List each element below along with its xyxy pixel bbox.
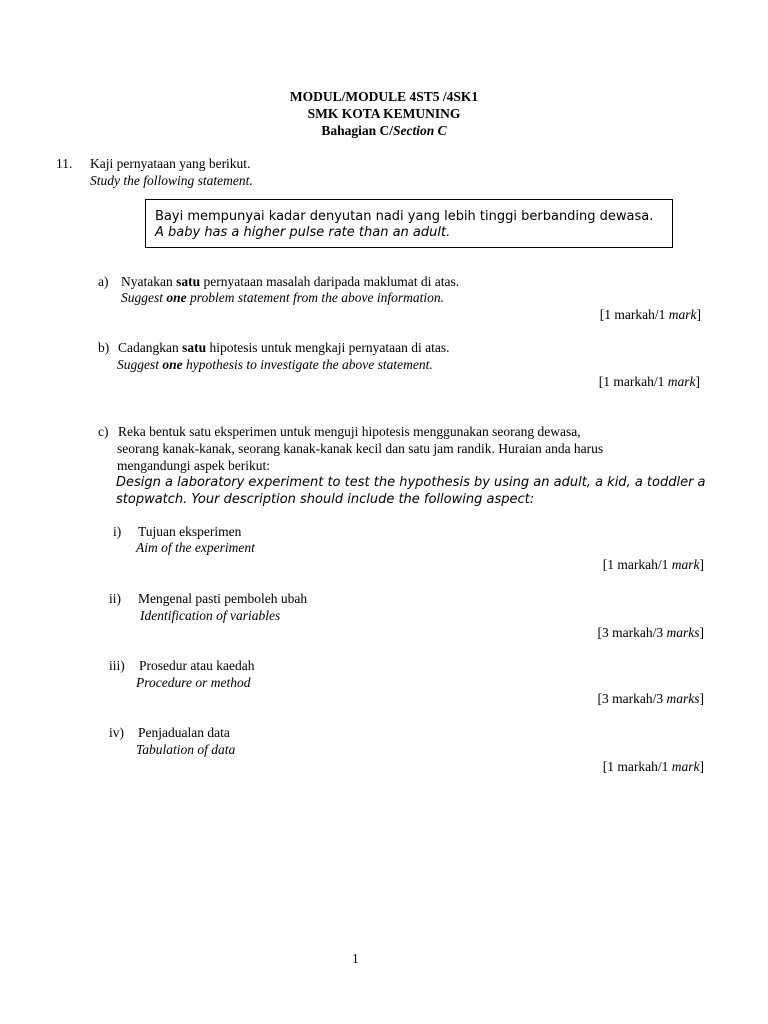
question-number: 11. bbox=[56, 156, 73, 171]
part-a-ms-bold: satu bbox=[176, 274, 201, 289]
item-iii-marks-post: ] bbox=[699, 691, 704, 706]
item-i-ms: Tujuan eksperimen bbox=[138, 524, 242, 539]
part-c-ms-line1: Reka bentuk satu eksperimen untuk menguji hipotesis menggunakan seorang dewasa, bbox=[118, 424, 581, 439]
part-b-marks-post: ] bbox=[695, 374, 700, 389]
part-c-ms-line2: seorang kanak-kanak, seorang kanak-kanak kecil dan satu jam randik. Huraian anda harus bbox=[117, 441, 604, 456]
item-ii-marks-post: ] bbox=[699, 625, 704, 640]
part-b-ms-bold: satu bbox=[182, 340, 207, 355]
item-i-marks-pre: [1 markah/1 bbox=[602, 557, 672, 572]
part-c-ms-line3: mengandungi aspek berikut: bbox=[117, 458, 270, 473]
part-a-ms-pre: Nyatakan bbox=[121, 274, 177, 289]
part-c-en-line1: Design a laboratory experiment to test the hypothesis by using an adult, a kid, a toddler a bbox=[116, 475, 706, 490]
module-title: MODUL/MODULE 4ST5 /4SK1 bbox=[289, 89, 479, 104]
part-b-en bbox=[117, 356, 433, 373]
section-title-prefix: Bahagian C/ bbox=[321, 123, 393, 138]
item-iii-en: Procedure or method bbox=[136, 675, 251, 690]
part-b-marks bbox=[599, 373, 700, 390]
part-b-marks-it: mark bbox=[667, 374, 696, 389]
item-iv-ms: Penjadualan data bbox=[138, 725, 230, 740]
item-iii-label: iii) bbox=[109, 658, 125, 673]
part-b-marks-pre: [1 markah/1 bbox=[598, 374, 668, 389]
item-ii-ms: Mengenal pasti pemboleh ubah bbox=[138, 591, 308, 606]
part-a-marks-pre: [1 markah/1 bbox=[599, 307, 669, 322]
part-a-marks-post: ] bbox=[696, 307, 701, 322]
item-iii-marks-pre: [3 markah/3 bbox=[597, 691, 667, 706]
item-ii-marks bbox=[598, 624, 704, 641]
part-b-en-pre: Suggest bbox=[117, 357, 163, 372]
part-b-en-bold: one bbox=[162, 357, 183, 372]
part-b-en-post: hypothesis to investigate the above statement. bbox=[182, 357, 433, 372]
item-i-marks bbox=[603, 556, 704, 573]
part-a-en-post: problem statement from the above information. bbox=[186, 290, 444, 305]
part-a-en bbox=[121, 289, 444, 306]
part-b-ms-pre: Cadangkan bbox=[118, 340, 183, 355]
page-number: 1 bbox=[352, 951, 359, 966]
item-i-marks-it: mark bbox=[671, 557, 700, 572]
item-iv-en: Tabulation of data bbox=[136, 742, 236, 757]
item-iii-marks bbox=[598, 690, 704, 707]
item-iv-label: iv) bbox=[109, 725, 124, 740]
part-c-label: c) bbox=[98, 424, 109, 439]
item-i-label: i) bbox=[113, 524, 122, 539]
item-iii-ms: Prosedur atau kaedah bbox=[139, 658, 255, 673]
item-iv-marks-pre: [1 markah/1 bbox=[602, 759, 672, 774]
item-iv-marks bbox=[603, 758, 704, 775]
question-intro-ms: Kaji pernyataan yang berikut. bbox=[90, 156, 251, 171]
item-iii-marks-it: marks bbox=[666, 691, 700, 706]
part-a-en-bold: one bbox=[166, 290, 187, 305]
item-i-marks-post: ] bbox=[699, 557, 704, 572]
item-ii-marks-it: marks bbox=[666, 625, 700, 640]
part-b-ms bbox=[118, 339, 449, 356]
part-c-en-line2: stopwatch. Your description should include the following aspect: bbox=[116, 492, 535, 507]
part-a-marks bbox=[600, 306, 701, 323]
school-name: SMK KOTA KEMUNING bbox=[307, 106, 461, 121]
question-intro-en: Study the following statement. bbox=[90, 173, 253, 188]
part-a-ms-post: pernyataan masalah daripada maklumat di atas. bbox=[200, 274, 460, 289]
section-title bbox=[0, 122, 768, 139]
part-a-en-pre: Suggest bbox=[121, 290, 167, 305]
item-i-en: Aim of the experiment bbox=[136, 540, 255, 555]
part-a-label: a) bbox=[98, 274, 109, 289]
item-ii-marks-pre: [3 markah/3 bbox=[597, 625, 667, 640]
section-title-italic: Section C bbox=[393, 123, 447, 138]
part-b-ms-post: hipotesis untuk mengkaji pernyataan di atas. bbox=[206, 340, 450, 355]
part-a-ms bbox=[121, 273, 459, 290]
statement-ms: Bayi mempunyai kadar denyutan nadi yang lebih tinggi berbanding dewasa. bbox=[155, 209, 654, 224]
part-b-label: b) bbox=[98, 340, 110, 355]
statement-en: A baby has a higher pulse rate than an adult. bbox=[155, 225, 451, 240]
part-a-marks-it: mark bbox=[668, 307, 697, 322]
item-ii-en: Identification of variables bbox=[140, 608, 281, 623]
item-iv-marks-it: mark bbox=[671, 759, 700, 774]
item-ii-label: ii) bbox=[109, 591, 121, 606]
item-iv-marks-post: ] bbox=[699, 759, 704, 774]
